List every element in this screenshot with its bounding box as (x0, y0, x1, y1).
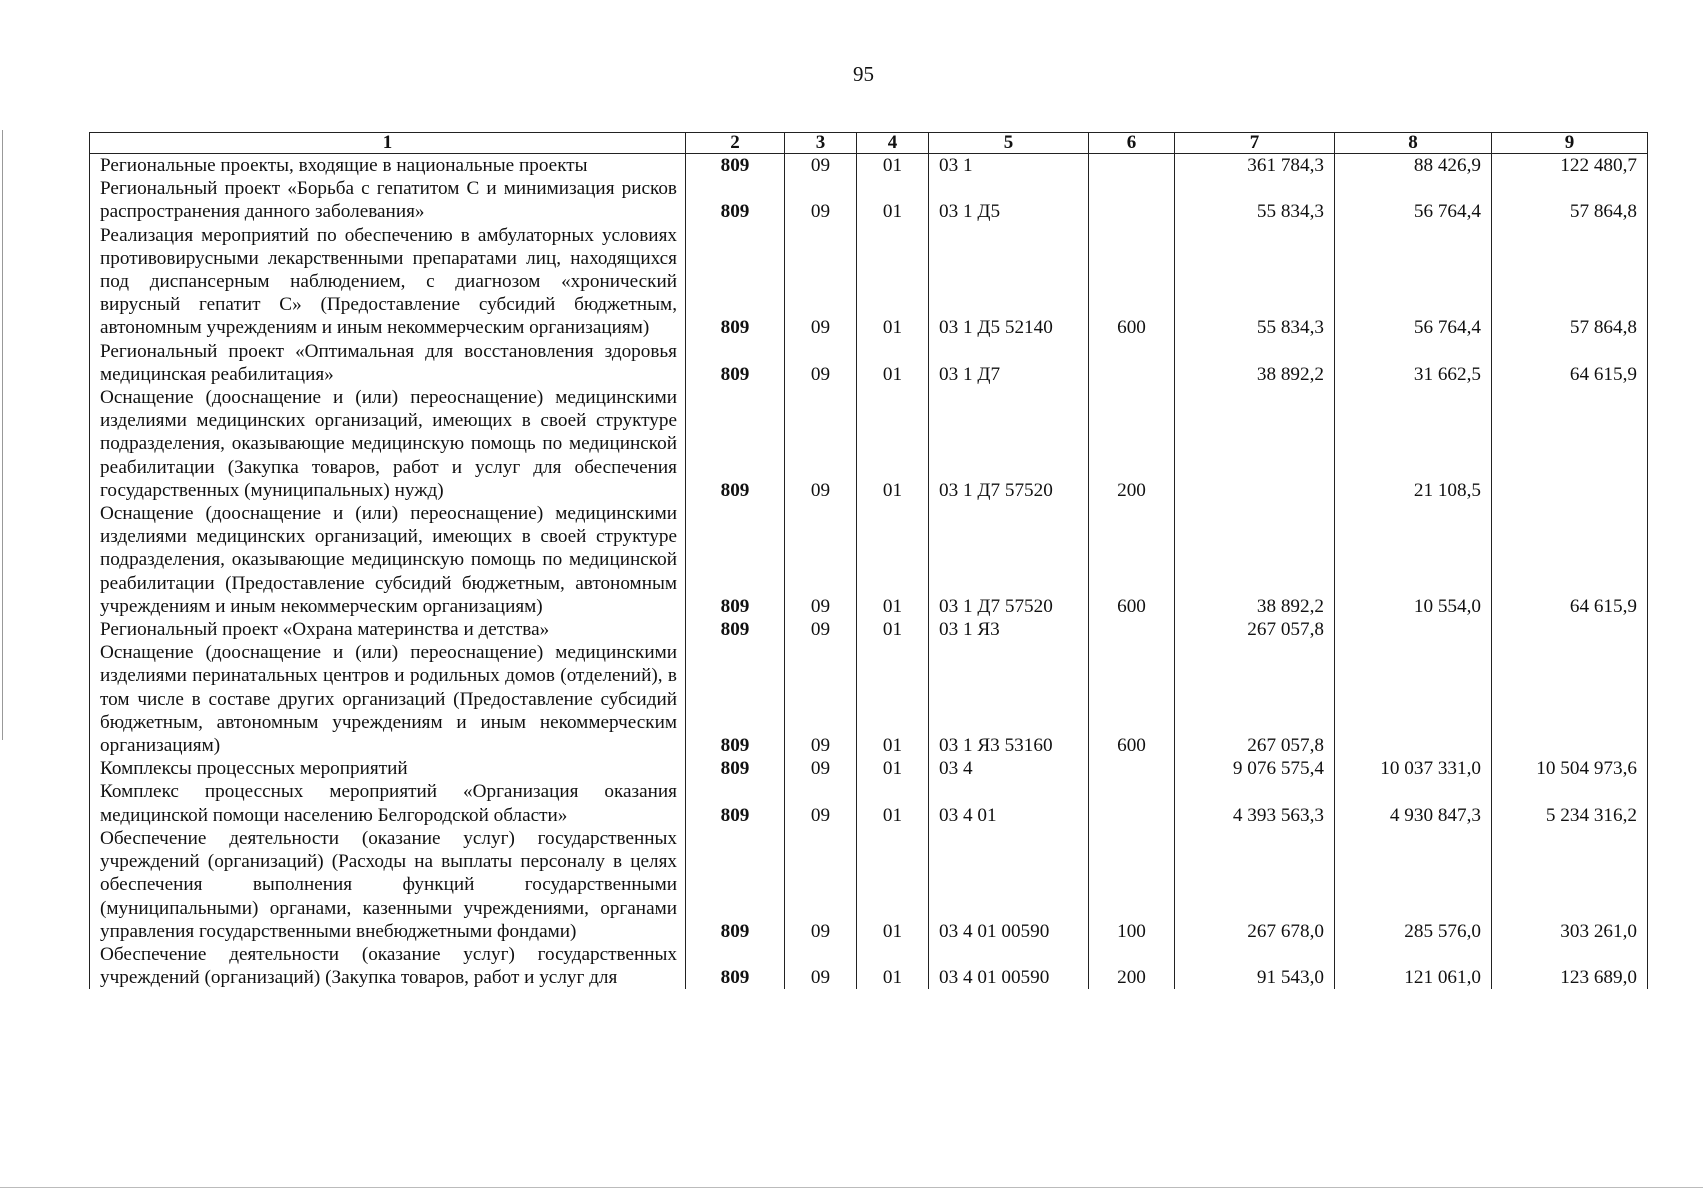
amount-col-7: 55 834,3 (1175, 177, 1335, 223)
amount-col-9: 64 615,9 (1492, 502, 1648, 618)
subsection-code: 01 (857, 177, 929, 223)
amount-col-9: 57 864,8 (1492, 224, 1648, 340)
target-article-code: 03 1 Д7 57520 (929, 502, 1089, 618)
column-header: 3 (785, 133, 857, 154)
budget-code: 809 (686, 780, 785, 826)
section-code: 09 (785, 386, 857, 502)
amount-col-8: 31 662,5 (1335, 340, 1492, 386)
column-header: 9 (1492, 133, 1648, 154)
subsection-code: 01 (857, 224, 929, 340)
table-row (90, 340, 1648, 386)
table-header (90, 133, 1648, 154)
amount-col-9 (1492, 618, 1648, 641)
table-row (90, 757, 1648, 780)
budget-code: 809 (686, 386, 785, 502)
budget-code: 809 (686, 177, 785, 223)
amount-col-8 (1335, 641, 1492, 757)
budget-code: 809 (686, 641, 785, 757)
amount-col-7: 91 543,0 (1175, 943, 1335, 989)
amount-col-7: 267 057,8 (1175, 641, 1335, 757)
section-code: 09 (785, 502, 857, 618)
expense-type-code (1089, 177, 1175, 223)
row-name: Комплексы процессных мероприятий (90, 757, 686, 780)
subsection-code: 01 (857, 641, 929, 757)
scan-edge-line (2, 130, 3, 740)
row-name: Оснащение (дооснащение и (или) переоснащение) медицинскими изделиями медицинских организаций, имеющих в своей структуре подразделения, оказывающие медицинскую помощь по медицинской реабилитации (Закупка товаров, работ и услуг для обеспечения государственных (муниципальных) нужд) (90, 386, 686, 502)
target-article-code: 03 1 Д5 (929, 177, 1089, 223)
row-name: Региональный проект «Оптимальная для восстановления здоровья медицинская реабилитация» (90, 340, 686, 386)
target-article-code: 03 1 (929, 154, 1089, 178)
amount-col-7: 267 057,8 (1175, 618, 1335, 641)
budget-code: 809 (686, 943, 785, 989)
amount-col-8: 56 764,4 (1335, 177, 1492, 223)
table-row (90, 618, 1648, 641)
expense-type-code: 600 (1089, 224, 1175, 340)
expense-type-code: 200 (1089, 943, 1175, 989)
page-number-text: 95 (853, 62, 874, 86)
expense-type-code: 600 (1089, 641, 1175, 757)
budget-code: 809 (686, 618, 785, 641)
column-header: 1 (90, 133, 686, 154)
expense-type-code: 200 (1089, 386, 1175, 502)
row-name: Оснащение (дооснащение и (или) переоснащение) медицинскими изделиями медицинских организаций, имеющих в своей структуре подразделения, оказывающие медицинскую помощь по медицинской реабилитации (Предоставление субсидий бюджетным, автономным учреждениям и иным некоммерческим организациям) (90, 502, 686, 618)
amount-col-7: 38 892,2 (1175, 340, 1335, 386)
section-code: 09 (785, 177, 857, 223)
target-article-code: 03 1 Д5 52140 (929, 224, 1089, 340)
amount-col-8: 88 426,9 (1335, 154, 1492, 178)
target-article-code: 03 4 01 00590 (929, 943, 1089, 989)
amount-col-8: 10 037 331,0 (1335, 757, 1492, 780)
target-article-code: 03 1 Я3 53160 (929, 641, 1089, 757)
table-row (90, 780, 1648, 826)
target-article-code: 03 4 (929, 757, 1089, 780)
target-article-code: 03 1 Д7 57520 (929, 386, 1089, 502)
amount-col-7: 361 784,3 (1175, 154, 1335, 178)
subsection-code: 01 (857, 780, 929, 826)
budget-code: 809 (686, 340, 785, 386)
amount-col-9: 10 504 973,6 (1492, 757, 1648, 780)
target-article-code: 03 4 01 00590 (929, 827, 1089, 943)
table-row (90, 386, 1648, 502)
table-row (90, 943, 1648, 989)
row-name: Региональный проект «Охрана материнства и детства» (90, 618, 686, 641)
amount-col-8: 10 554,0 (1335, 502, 1492, 618)
budget-code: 809 (686, 154, 785, 178)
amount-col-9: 5 234 316,2 (1492, 780, 1648, 826)
amount-col-9: 57 864,8 (1492, 177, 1648, 223)
amount-col-7: 38 892,2 (1175, 502, 1335, 618)
subsection-code: 01 (857, 386, 929, 502)
row-name: Региональные проекты, входящие в национальные проекты (90, 154, 686, 178)
amount-col-7 (1175, 386, 1335, 502)
target-article-code: 03 1 Я3 (929, 618, 1089, 641)
subsection-code: 01 (857, 618, 929, 641)
column-header: 5 (929, 133, 1089, 154)
table-row (90, 827, 1648, 943)
row-name: Обеспечение деятельности (оказание услуг) государственных учреждений (организаций) (Расходы на выплаты персоналу в целях обеспечения выполнения функций государственными (муниципальными) органами, казенными учреждениями, органами управления государственными внебюджетными фондами) (90, 827, 686, 943)
column-header: 7 (1175, 133, 1335, 154)
subsection-code: 01 (857, 340, 929, 386)
section-code: 09 (785, 827, 857, 943)
row-name: Региональный проект «Борьба с гепатитом С и минимизация рисков распространения данного заболевания» (90, 177, 686, 223)
budget-code: 809 (686, 827, 785, 943)
column-header: 2 (686, 133, 785, 154)
amount-col-9: 64 615,9 (1492, 340, 1648, 386)
subsection-code: 01 (857, 827, 929, 943)
amount-col-9: 303 261,0 (1492, 827, 1648, 943)
row-name: Реализация мероприятий по обеспечению в амбулаторных условиях противовирусными лекарственными препаратами лиц, находящихся под диспансерным наблюдением, с диагнозом «хронический вирусный гепатит С» (Предоставление субсидий бюджетным, автономным учреждениям и иным некоммерческим организациям) (90, 224, 686, 340)
expense-type-code (1089, 780, 1175, 826)
expense-type-code (1089, 340, 1175, 386)
amount-col-8: 285 576,0 (1335, 827, 1492, 943)
budget-code: 809 (686, 224, 785, 340)
column-header: 4 (857, 133, 929, 154)
scan-bottom-line (0, 1187, 1703, 1188)
amount-col-7: 267 678,0 (1175, 827, 1335, 943)
row-name: Комплекс процессных мероприятий «Организация оказания медицинской помощи населению Белгородской области» (90, 780, 686, 826)
amount-col-8: 121 061,0 (1335, 943, 1492, 989)
amount-col-9: 123 689,0 (1492, 943, 1648, 989)
column-header: 6 (1089, 133, 1175, 154)
table-row (90, 641, 1648, 757)
table-row (90, 154, 1648, 178)
row-name: Оснащение (дооснащение и (или) переоснащение) медицинскими изделиями перинатальных центров и родильных домов (отделений), в том числе в составе других организаций (Предоставление субсидий бюджетным, автономным учреждениям и иным некоммерческим организациям) (90, 641, 686, 757)
row-name: Обеспечение деятельности (оказание услуг) государственных учреждений (организаций) (Закупка товаров, работ и услуг для (90, 943, 686, 989)
column-header: 8 (1335, 133, 1492, 154)
section-code: 09 (785, 618, 857, 641)
expense-type-code (1089, 154, 1175, 178)
subsection-code: 01 (857, 502, 929, 618)
subsection-code: 01 (857, 757, 929, 780)
budget-code: 809 (686, 502, 785, 618)
section-code: 09 (785, 340, 857, 386)
table-row (90, 502, 1648, 618)
target-article-code: 03 1 Д7 (929, 340, 1089, 386)
amount-col-9 (1492, 641, 1648, 757)
amount-col-7: 9 076 575,4 (1175, 757, 1335, 780)
section-code: 09 (785, 154, 857, 178)
table-row (90, 224, 1648, 340)
target-article-code: 03 4 01 (929, 780, 1089, 826)
table-row (90, 177, 1648, 223)
subsection-code: 01 (857, 943, 929, 989)
section-code: 09 (785, 943, 857, 989)
section-code: 09 (785, 780, 857, 826)
amount-col-9 (1492, 386, 1648, 502)
amount-col-8: 56 764,4 (1335, 224, 1492, 340)
expense-type-code: 100 (1089, 827, 1175, 943)
table-body (90, 154, 1648, 990)
amount-col-7: 4 393 563,3 (1175, 780, 1335, 826)
amount-col-9: 122 480,7 (1492, 154, 1648, 178)
subsection-code: 01 (857, 154, 929, 178)
amount-col-8: 21 108,5 (1335, 386, 1492, 502)
amount-col-8: 4 930 847,3 (1335, 780, 1492, 826)
amount-col-8 (1335, 618, 1492, 641)
expense-type-code: 600 (1089, 502, 1175, 618)
budget-code: 809 (686, 757, 785, 780)
expense-type-code (1089, 618, 1175, 641)
budget-table (89, 132, 1648, 989)
section-code: 09 (785, 224, 857, 340)
section-code: 09 (785, 757, 857, 780)
expense-type-code (1089, 757, 1175, 780)
section-code: 09 (785, 641, 857, 757)
amount-col-7: 55 834,3 (1175, 224, 1335, 340)
